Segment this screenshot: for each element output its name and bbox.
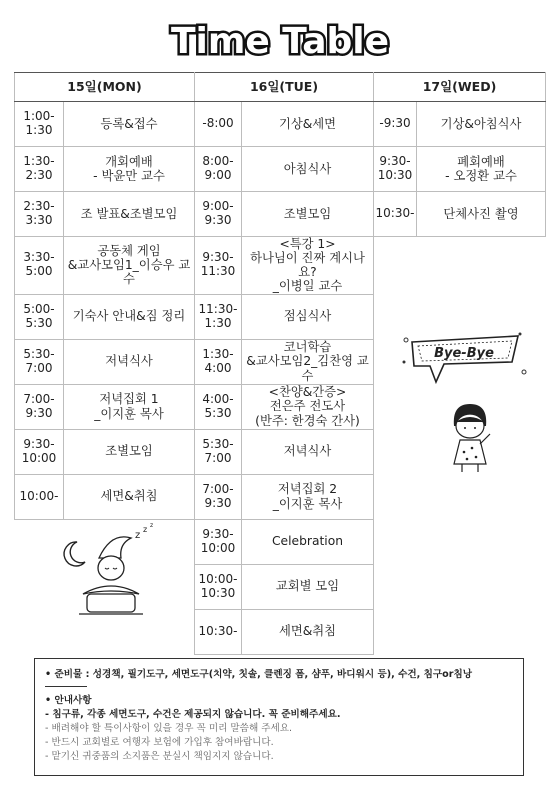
event-cell: 단체사진 촬영	[417, 192, 546, 237]
event-cell: 공동체 게임 &교사모임1_이승우 교수	[64, 237, 195, 295]
event-cell: 점심식사	[242, 294, 374, 339]
event-cell: Celebration	[242, 519, 374, 564]
time-cell: 7:00- 9:30	[195, 474, 242, 519]
time-cell: 10:00-	[15, 474, 64, 519]
event-cell: 폐회예배 - 오정환 교수	[417, 147, 546, 192]
event-cell: 세면&취침	[64, 474, 195, 519]
time-cell: 8:00- 9:00	[195, 147, 242, 192]
event-cell: 저녁집회 2 _이지훈 목사	[242, 474, 374, 519]
title-graphic	[160, 18, 400, 62]
notice-item: - 반드시 교회별로 여행자 보험에 가입후 참여바랍니다.	[45, 737, 274, 748]
time-cell: 10:30-	[374, 192, 417, 237]
event-cell: 코너학습 &교사모임2_김찬영 교수	[242, 339, 374, 384]
event-cell: <특강 1> 하나님이 진짜 계시나요? _이병일 교수	[242, 237, 374, 295]
notice-item: - 배려해야 할 특이사항이 있을 경우 꼭 미리 말씀해 주세요.	[45, 723, 293, 734]
time-cell: 3:30- 5:00	[15, 237, 64, 295]
day-header-wed: 17일(WED)	[374, 73, 546, 102]
time-cell: 9:30- 10:30	[374, 147, 417, 192]
svg-text:z: z	[143, 525, 148, 534]
time-cell: 4:00- 5:30	[195, 384, 242, 429]
time-cell: 5:30- 7:00	[15, 339, 64, 384]
event-cell: 저녁식사	[64, 339, 195, 384]
event-cell: 저녁식사	[242, 429, 374, 474]
event-cell: 조별모임	[242, 192, 374, 237]
event-cell: 저녁집회 1 _이지훈 목사	[64, 384, 195, 429]
day-header-tue: 16일(TUE)	[195, 73, 374, 102]
event-cell: 기숙사 안내&짐 정리	[64, 294, 195, 339]
time-cell: 1:30- 2:30	[15, 147, 64, 192]
time-cell: 10:30-	[195, 609, 242, 654]
notice-item: - 맡기신 귀중품의 소지품은 분실시 책임지지 않습니다.	[45, 751, 274, 762]
notice-title: • 안내사항	[45, 695, 92, 706]
svg-text:z: z	[150, 522, 154, 529]
girl-illustration	[440, 400, 500, 475]
event-cell: 아침식사	[242, 147, 374, 192]
divider	[45, 686, 87, 687]
time-cell: 5:30- 7:00	[195, 429, 242, 474]
time-cell: 9:30- 10:00	[195, 519, 242, 564]
time-cell: 9:30- 11:30	[195, 237, 242, 295]
event-cell: 세면&취침	[242, 609, 374, 654]
time-cell: 9:00- 9:30	[195, 192, 242, 237]
sleeping-illustration	[55, 522, 165, 622]
time-cell: 2:30- 3:30	[15, 192, 64, 237]
time-cell: 1:00- 1:30	[15, 102, 64, 147]
event-cell: 조별모임	[64, 429, 195, 474]
time-cell: -8:00	[195, 102, 242, 147]
moon-icon	[64, 542, 85, 566]
event-cell: <찬양&간증> 전은주 전도사 (반주: 한경숙 간사)	[242, 384, 374, 429]
bye-bye-text: Bye-Bye	[434, 346, 494, 361]
event-cell: 교회별 모임	[242, 564, 374, 609]
bye-bye-banner	[400, 332, 530, 390]
event-cell: 기상&아침식사	[417, 102, 546, 147]
event-cell: 기상&세면	[242, 102, 374, 147]
event-cell: 등록&접수	[64, 102, 195, 147]
notice-item: - 침구류, 각종 세면도구, 수건은 제공되지 않습니다. 꼭 준비해주세요.	[45, 709, 341, 720]
time-cell: 9:30- 10:00	[15, 429, 64, 474]
event-cell: 조 발표&조별모임	[64, 192, 195, 237]
event-cell: 개회예배 - 박윤만 교수	[64, 147, 195, 192]
day-header-mon: 15일(MON)	[15, 73, 195, 102]
page-title	[0, 18, 559, 62]
time-cell: 10:00- 10:30	[195, 564, 242, 609]
title-text: Time Table	[170, 21, 389, 62]
time-cell: -9:30	[374, 102, 417, 147]
info-box	[34, 658, 524, 776]
time-cell: 7:00- 9:30	[15, 384, 64, 429]
time-cell: 5:00- 5:30	[15, 294, 64, 339]
supplies-line: • 준비물 : 성경책, 필기도구, 세면도구(치약, 칫솔, 클렌징 폼, 샴푸, 바디워시 등), 수건, 침구or침낭	[45, 669, 472, 680]
time-cell: 11:30- 1:30	[195, 294, 242, 339]
time-cell: 1:30- 4:00	[195, 339, 242, 384]
svg-text:z: z	[135, 530, 141, 541]
